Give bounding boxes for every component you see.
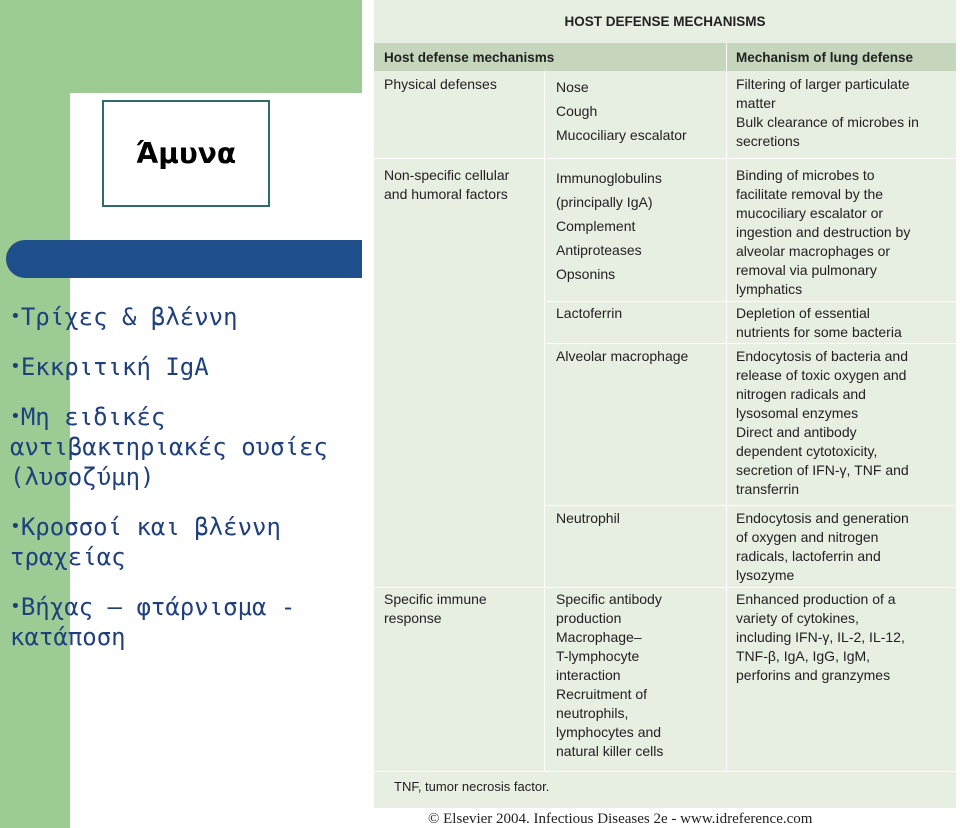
host-defense-table-image [362, 0, 960, 828]
col-header-mechanisms: Host defense mechanisms [384, 50, 555, 65]
table-cell-defense: Endocytosis and generation of oxygen and nitrogen radicals, lactoferrin and lysozyme [736, 510, 909, 583]
row-divider [544, 505, 956, 506]
slide-title: Άμυνα [135, 137, 237, 170]
copyright-line: © Elsevier 2004. Infectious Diseases 2e - www.idreference.com [428, 811, 813, 827]
bullet-item: •Τρίχες & βλέννη [10, 303, 238, 331]
green-top-band [0, 0, 365, 93]
table-cell-defense: Binding of microbes to facilitate removal by the mucociliary escalator or ingestion and destruction by alveolar macrophages or removal via pulmonary lymphatics [736, 167, 911, 297]
table-title: HOST DEFENSE MECHANISMS [374, 0, 956, 43]
table-footnote: TNF, tumor necrosis factor. [394, 779, 550, 794]
bullet-item: •Μη ειδικές αντιβακτηριακές ουσίες (λυσοζύμη) [10, 403, 328, 491]
bullet-item: •Εκκριτική IgA [10, 353, 209, 381]
host-defense-table [374, 0, 956, 808]
column-divider [544, 71, 545, 771]
row-divider [374, 158, 956, 159]
bullet-item: •Βήχας – φτάρνισμα - κατάποση [10, 593, 296, 651]
bullet-item: •Κροσσοί και βλέννη τραχείας [10, 513, 281, 571]
table-cell-category: Specific immune response [384, 591, 487, 626]
table-cell-mechanism: Neutrophil [556, 510, 620, 526]
table-cell-defense: Filtering of larger particulate matter Bulk clearance of microbes in secretions [736, 76, 919, 149]
row-divider [544, 343, 956, 344]
table-cell-mechanism: Immunoglobulins (principally IgA) Complement Antiproteases Opsonins [556, 170, 662, 282]
table-cell-defense: Depletion of essential nutrients for some bacteria [736, 305, 902, 340]
table-cell-mechanism: Nose Cough Mucociliary escalator [556, 79, 687, 143]
table-cell-category: Non-specific cellular and humoral factors [384, 167, 510, 202]
row-divider [374, 587, 956, 588]
row-divider [544, 301, 956, 302]
slide-title-box [102, 100, 270, 207]
col-header-lung-defense: Mechanism of lung defense [736, 50, 914, 65]
row-divider [374, 771, 956, 772]
table-cell-defense: Enhanced production of a variety of cytokines, including IFN-γ, IL-2, IL-12, TNF-β, IgA, IgG, IgM, perforins and granzymes [736, 591, 905, 683]
column-divider [726, 43, 727, 771]
table-cell-mechanism: Specific antibody production Macrophage– T-lymphocyte interaction Recruitment of neutrophils, lymphocytes and natural killer cells [556, 591, 664, 759]
bullet-list [10, 302, 365, 672]
table-cell-mechanism: Alveolar macrophage [556, 348, 689, 364]
table-cell-defense: Endocytosis of bacteria and release of toxic oxygen and nitrogen radicals and lysosomal enzymes Direct and antibody dependent cytotoxicity, secretion of IFN-γ, TNF and transferrin [736, 348, 909, 497]
table-header-row [374, 43, 956, 71]
table-cell-category: Physical defenses [384, 76, 497, 92]
table-cell-mechanism: Lactoferrin [556, 305, 623, 321]
blue-accent-bar [6, 240, 370, 278]
